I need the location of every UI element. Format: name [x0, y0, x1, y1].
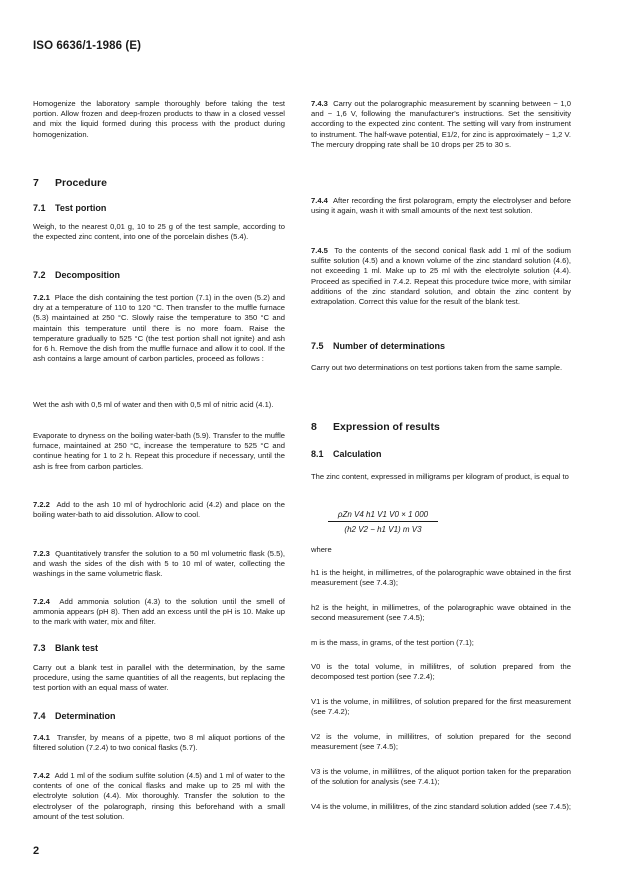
paragraph-7-2-3: 7.2.3 Quantitatively transfer the solution to a 50 ml volumetric flask (5.5), and wash the sides of the dish with 5 to 10 ml of water, collecting the washings in the same volumetric flask. — [33, 549, 285, 579]
section-7-1-heading: 7.1 Test portion — [33, 203, 107, 213]
formula-numerator: ρZn V4 h1 V1 V0 × 1 000 — [328, 510, 438, 522]
definition-v3: V3 is the volume, in millilitres, of the aliquot portion taken for the preparation of the solution for analysis (see 7.4.1); — [311, 767, 571, 787]
definition-v4: V4 is the volume, in millilitres, of the zinc standard solution added (see 7.4.5); — [311, 802, 572, 811]
paragraph-7-2-1: 7.2.1 Place the dish containing the test portion (7.1) in the oven (5.2) and dry at a temperature of 110 to 120 °C. Then transfer to the muffle furnace (5.3) maintained at 250 °C. Slowly raise the temperature to 350 °C and maintain this temperature until there is no more foam. Raise the temperature gradually to 525 °C (the test portion shall not ignite) and ash for 6 h. Remove the dish from the muffle furnace and allow it to cool. If the ash contains a large amount of carbon particles, proceed as follows : — [33, 293, 285, 364]
where-label: where — [311, 545, 332, 554]
section-7-3-heading: 7.3 Blank test — [33, 643, 99, 653]
section-7-4-heading: 7.4 Determination — [33, 711, 116, 721]
definition-m: m is the mass, in grams, of the test portion (7.1); — [311, 638, 474, 647]
section-7-5-heading: 7.5 Number of determinations — [311, 341, 446, 351]
definition-h1: h1 is the height, in millimetres, of the polarographic wave obtained in the first measurement (see 7.4.3); — [311, 568, 571, 588]
definition-v0: V0 is the total volume, in millilitres, of solution prepared from the decomposed test portion (see 7.2.4); — [311, 662, 571, 682]
paragraph-7-4-4: 7.4.4 After recording the first polarogram, empty the electrolyser and before using it again, wash it with small amounts of the next test solution. — [311, 196, 571, 216]
paragraph-7-4-2: 7.4.2 Add 1 ml of the sodium sulfite solution (4.5) and 1 ml of water to the contents of one of the conical flasks and make up to 25 ml with the electrolyte solution (4.4). Mix thoroughly. Transfer the solution to the electrolyser of the polarograph, rinsing this beforehand with a small amount of the test solution. — [33, 771, 285, 821]
intro-paragraph: Homogenize the laboratory sample thoroughly before taking the test portion. Allow frozen and deep-frozen products to thaw in a closed vessel and mix the liquid formed during this process with the product during homogenization. — [33, 99, 285, 139]
evaporate-paragraph: Evaporate to dryness on the boiling water-bath (5.9). Transfer to the muffle furnace, maintained at 250 °C, increase the temperature to 525 °C and continue heating for 1 to 2 h. Repeat this procedure if necessary, until the ash is free from carbon particles. — [33, 431, 285, 471]
paragraph-7-2-4: 7.2.4 Add ammonia solution (4.3) to the solution until the smell of ammonia appears (pH 8). Then add an excess until the pH is 10. Make up to the mark with water, mix and filter. — [33, 597, 285, 627]
document-header: ISO 6636/1-1986 (E) — [33, 40, 142, 52]
section-7-3-text: Carry out a blank test in parallel with the determination, by the same procedure, using the same quantities of all the reagents, but replacing the test portion with an equal mass of water. — [33, 663, 285, 693]
section-7-1-text: Weigh, to the nearest 0,01 g, 10 to 25 g of the test sample, according to the expected zinc content, into one of the porcelain dishes (5.4). — [33, 222, 285, 242]
section-7-5-text: Carry out two determinations on test portions taken from the same sample. — [311, 363, 563, 372]
zinc-content-formula — [328, 510, 438, 534]
section-8-1-text: The zinc content, expressed in milligrams per kilogram of product, is equal to — [311, 472, 569, 481]
paragraph-7-4-3: 7.4.3 Carry out the polarographic measurement by scanning between − 1,0 and − 1,6 V, following the manufacturer's instructions. Set the sensitivity according to the expected zinc content. The setting will vary from instrument to instrument. The half-wave potential, E1/2, for zinc is approximately − 1,2 V. The mercury dropping rate shall be 10 drops per 25 to 30 s. — [311, 99, 571, 149]
definition-v2: V2 is the volume, in millilitres, of solution prepared for the second measurement (see 7.4.5); — [311, 732, 571, 752]
paragraph-7-2-2: 7.2.2 Add to the ash 10 ml of hydrochloric acid (4.2) and place on the boiling water-bath to aid dissolution. Allow to cool. — [33, 500, 285, 520]
definition-h2: h2 is the height, in millimetres, of the polarographic wave obtained in the second measurement (see 7.4.5); — [311, 603, 571, 623]
section-8-1-heading: 8.1 Calculation — [311, 449, 382, 459]
section-7-2-heading: 7.2 Decomposition — [33, 270, 121, 280]
wet-ash-paragraph: Wet the ash with 0,5 ml of water and then with 0,5 ml of nitric acid (4.1). — [33, 400, 274, 409]
section-7-heading: 7 Procedure — [33, 177, 107, 189]
section-8-heading: 8 Expression of results — [311, 421, 440, 433]
page-number: 2 — [33, 845, 40, 857]
formula-denominator: (h2 V2 − h1 V1) m V3 — [344, 525, 422, 534]
paragraph-7-4-5: 7.4.5 To the contents of the second conical flask add 1 ml of the sodium sulfite solution (4.5) and a known volume of the zinc standard solution (4.6), not exceeding 1 ml. Make up to 25 ml with the electrolyte solution (4.4). Proceed as specified in 7.4.2. Repeat this procedure twice more, with similar additions of the zinc standard solution, and obtain the zinc content by extrapolation. Correct this value for the result of the blank test. — [311, 246, 571, 307]
paragraph-7-4-1: 7.4.1 Transfer, by means of a pipette, two 8 ml aliquot portions of the filtered solution (7.2.4) to two conical flasks (5.7). — [33, 733, 285, 753]
definition-v1: V1 is the volume, in millilitres, of solution prepared for the first measurement (see 7.4.2); — [311, 697, 571, 717]
